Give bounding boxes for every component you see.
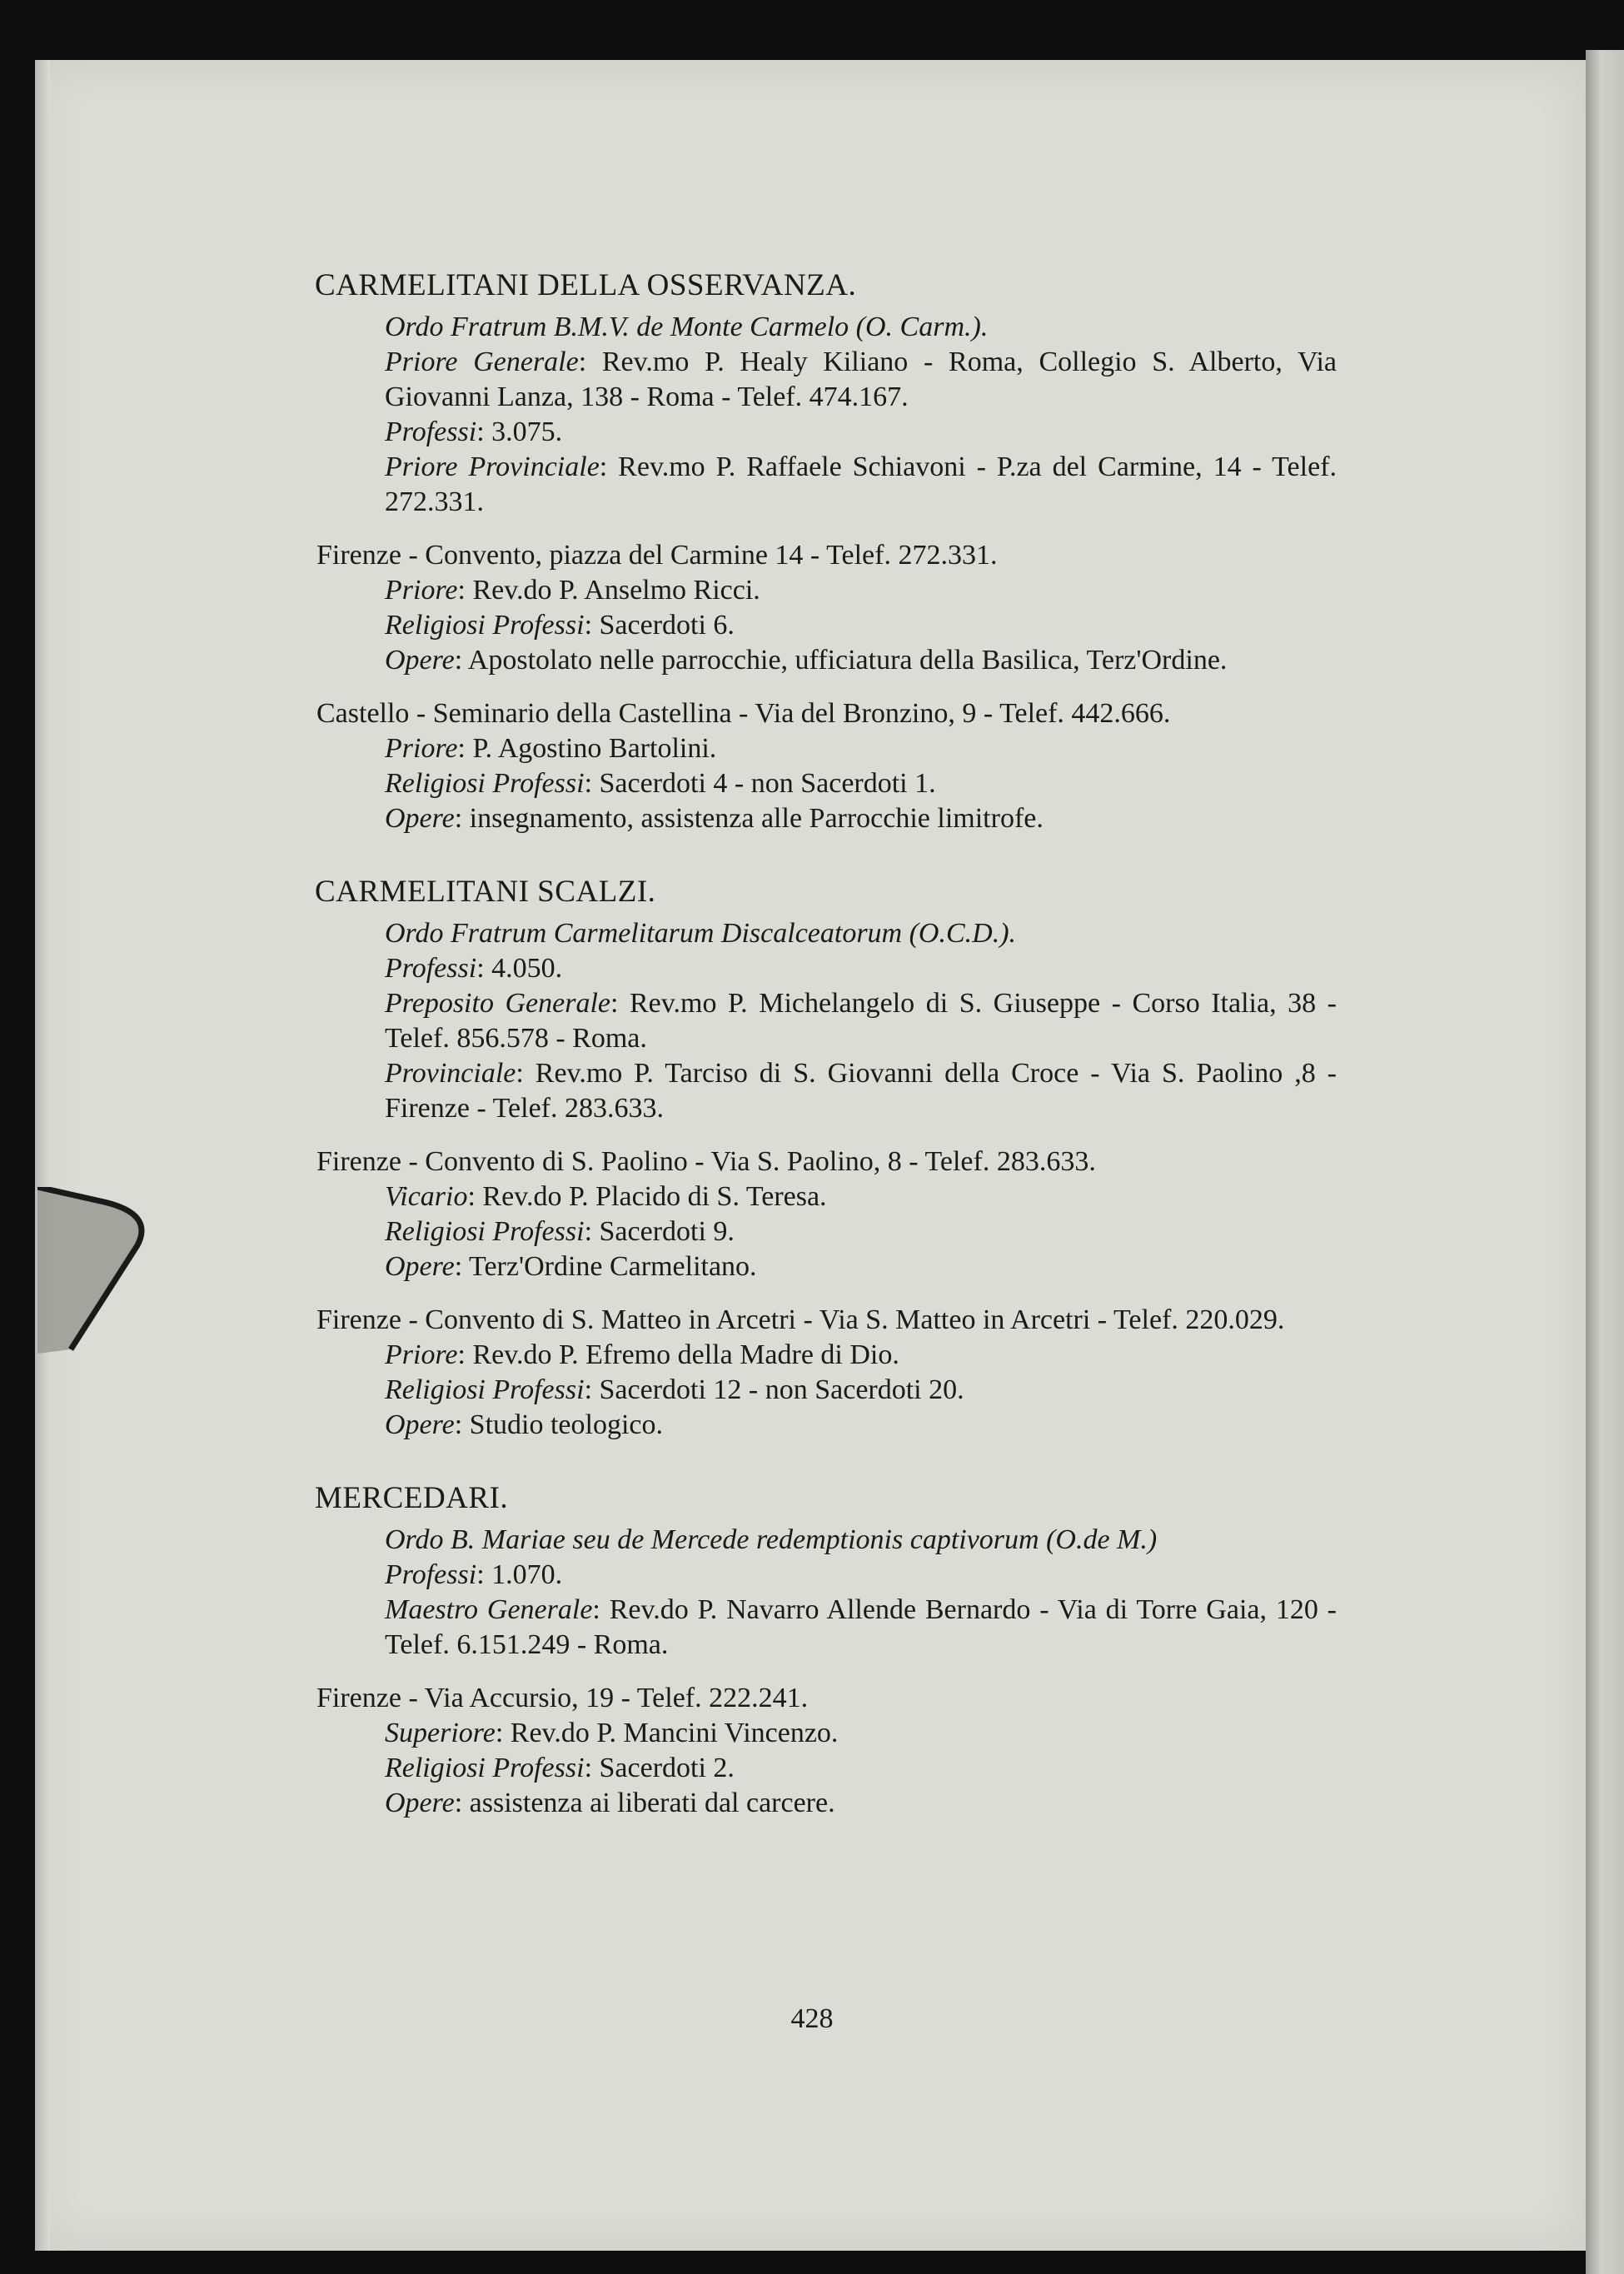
entry-text: : P. Agostino Bartolini.	[457, 733, 717, 764]
location-title: Castello - Seminario della Castellina - Via del Bronzino, 9 - Telef. 442.666.	[316, 698, 1171, 729]
entry-label: Religiosi Professi	[385, 1216, 585, 1247]
order-name: Ordo Fratrum B.M.V. de Monte Carmelo (O. Carm.).	[385, 312, 989, 342]
entry-label: Opere	[385, 1251, 455, 1282]
entry-text: : Rev.do P. Mancini Vincenzo.	[495, 1718, 839, 1748]
detail-line	[385, 1179, 1337, 1214]
location-details	[385, 731, 1337, 836]
detail-line	[385, 1408, 1337, 1443]
entry-label: Priore	[385, 1339, 458, 1370]
location-details	[385, 1338, 1337, 1443]
entry-label: Religiosi Professi	[385, 1753, 585, 1783]
info-line	[385, 1558, 1337, 1593]
entry-text: : Sacerdoti 9.	[584, 1216, 735, 1247]
info-line	[385, 415, 1337, 450]
entry-label: Provinciale	[385, 1058, 516, 1089]
entry-text: : Rev.do P. Navarro Allende Bernardo - Via di Torre Gaia, 120 - Telef. 6.151.249 - Roma.	[385, 1594, 1337, 1660]
order-info	[385, 916, 1337, 1126]
entry-label: Opere	[385, 645, 455, 676]
entry-text: : 3.075.	[476, 416, 563, 447]
detail-line	[385, 1214, 1337, 1249]
section-heading: CARMELITANI DELLA OSSERVANZA.	[315, 268, 857, 302]
entry-text: : 1.070.	[476, 1559, 563, 1590]
entry-label: Professi	[385, 416, 477, 447]
location-title: Firenze - Via Accursio, 19 - Telef. 222.241.	[316, 1683, 809, 1713]
entry-label: Professi	[385, 953, 477, 984]
entry-label: Professi	[385, 1559, 477, 1590]
order-info	[385, 1523, 1337, 1663]
entry-label: Superiore	[385, 1718, 496, 1748]
entry-label: Religiosi Professi	[385, 1374, 585, 1405]
location-block	[316, 1681, 1337, 1821]
section-heading: MERCEDARI.	[315, 1481, 509, 1515]
info-line	[385, 951, 1337, 986]
facing-page-edge	[1586, 50, 1624, 2274]
entry-text: : Rev.do P. Anselmo Ricci.	[457, 575, 760, 606]
location-title: Firenze - Convento, piazza del Carmine 14 - Telef. 272.331.	[316, 540, 998, 571]
entry-label: Opere	[385, 1409, 455, 1440]
location-block	[316, 696, 1337, 836]
entry-text: : Sacerdoti 12 - non Sacerdoti 20.	[584, 1374, 964, 1405]
entry-label: Priore	[385, 575, 458, 606]
section-gap	[316, 1443, 1337, 1481]
entry-label: Opere	[385, 1788, 455, 1818]
entry-text: : Studio teologico.	[454, 1409, 663, 1440]
location-title: Firenze - Convento di S. Matteo in Arcetri - Via S. Matteo in Arcetri - Telef. 220.029.	[316, 1304, 1285, 1335]
entry-label: Opere	[385, 803, 455, 834]
entry-label: Maestro Generale	[385, 1594, 593, 1625]
page-number: 428	[790, 2003, 834, 2034]
order-name: Ordo Fratrum Carmelitarum Discalceatorum (O.C.D.).	[385, 918, 1017, 949]
page-content	[316, 268, 1337, 1821]
entry-text: : Terz'Ordine Carmelitano.	[454, 1251, 757, 1282]
detail-line	[385, 1751, 1337, 1786]
info-line	[385, 450, 1337, 520]
detail-line	[385, 608, 1337, 643]
entry-text: : Sacerdoti 4 - non Sacerdoti 1.	[584, 768, 936, 799]
entry-text: : Apostolato nelle parrocchie, ufficiatura della Basilica, Terz'Ordine.	[454, 645, 1228, 676]
section	[316, 268, 1337, 836]
location-details	[385, 573, 1337, 678]
section	[316, 875, 1337, 1443]
entry-text: : Rev.mo P. Michelangelo di S. Giuseppe - Corso Italia, 38 - Telef. 856.578 - Roma.	[385, 988, 1337, 1054]
entry-label: Religiosi Professi	[385, 768, 585, 799]
detail-line	[385, 1373, 1337, 1408]
location-details	[385, 1179, 1337, 1284]
detail-line	[385, 1249, 1337, 1284]
entry-text: : Rev.mo P. Raffaele Schiavoni - P.za del Carmine, 14 - Telef. 272.331.	[385, 451, 1337, 517]
entry-text: : Sacerdoti 6.	[584, 610, 735, 641]
info-line	[385, 986, 1337, 1056]
entry-label: Priore	[385, 733, 458, 764]
info-line	[385, 1593, 1337, 1663]
location-block	[316, 538, 1337, 678]
detail-line	[385, 731, 1337, 766]
order-info	[385, 310, 1337, 520]
detail-line	[385, 1338, 1337, 1373]
location-title: Firenze - Convento di S. Paolino - Via S. Paolino, 8 - Telef. 283.633.	[316, 1146, 1096, 1177]
entry-text: : Rev.do P. Placido di S. Teresa.	[467, 1181, 827, 1212]
entry-label: Vicario	[385, 1181, 468, 1212]
detail-line	[385, 573, 1337, 608]
entry-label: Priore Generale	[385, 347, 579, 377]
info-line	[385, 310, 1337, 345]
entry-text: : Rev.do P. Efremo della Madre di Dio.	[457, 1339, 899, 1370]
paper-clip-icon	[37, 1187, 162, 1354]
info-line	[385, 1523, 1337, 1558]
detail-line	[385, 1786, 1337, 1821]
order-name: Ordo B. Mariae seu de Mercede redemptionis captivorum (O.de M.)	[385, 1524, 1158, 1555]
entry-label: Priore Provinciale	[385, 451, 600, 482]
location-details	[385, 1716, 1337, 1821]
entry-text: : Sacerdoti 2.	[584, 1753, 735, 1783]
detail-line	[385, 643, 1337, 678]
section-heading: CARMELITANI SCALZI.	[315, 875, 656, 909]
entry-label: Preposito Generale	[385, 988, 610, 1019]
detail-line	[385, 801, 1337, 836]
section	[316, 1481, 1337, 1821]
entry-label: Religiosi Professi	[385, 610, 585, 641]
detail-line	[385, 1716, 1337, 1751]
entry-text: : assistenza ai liberati dal carcere.	[454, 1788, 835, 1818]
entry-text: : 4.050.	[476, 953, 563, 984]
location-block	[316, 1303, 1337, 1443]
info-line	[385, 345, 1337, 415]
entry-text: : insegnamento, assistenza alle Parrocchie limitrofe.	[454, 803, 1044, 834]
info-line	[385, 916, 1337, 951]
location-block	[316, 1144, 1337, 1284]
section-gap	[316, 836, 1337, 875]
entry-text: : Rev.mo P. Tarciso di S. Giovanni della Croce - Via S. Paolino ,8 - Firenze - Telef. 283.633.	[385, 1058, 1337, 1124]
entry-text: : Rev.mo P. Healy Kiliano - Roma, Collegio S. Alberto, Via Giovanni Lanza, 138 - Roma - Telef. 474.167.	[385, 347, 1337, 412]
info-line	[385, 1056, 1337, 1126]
detail-line	[385, 766, 1337, 801]
